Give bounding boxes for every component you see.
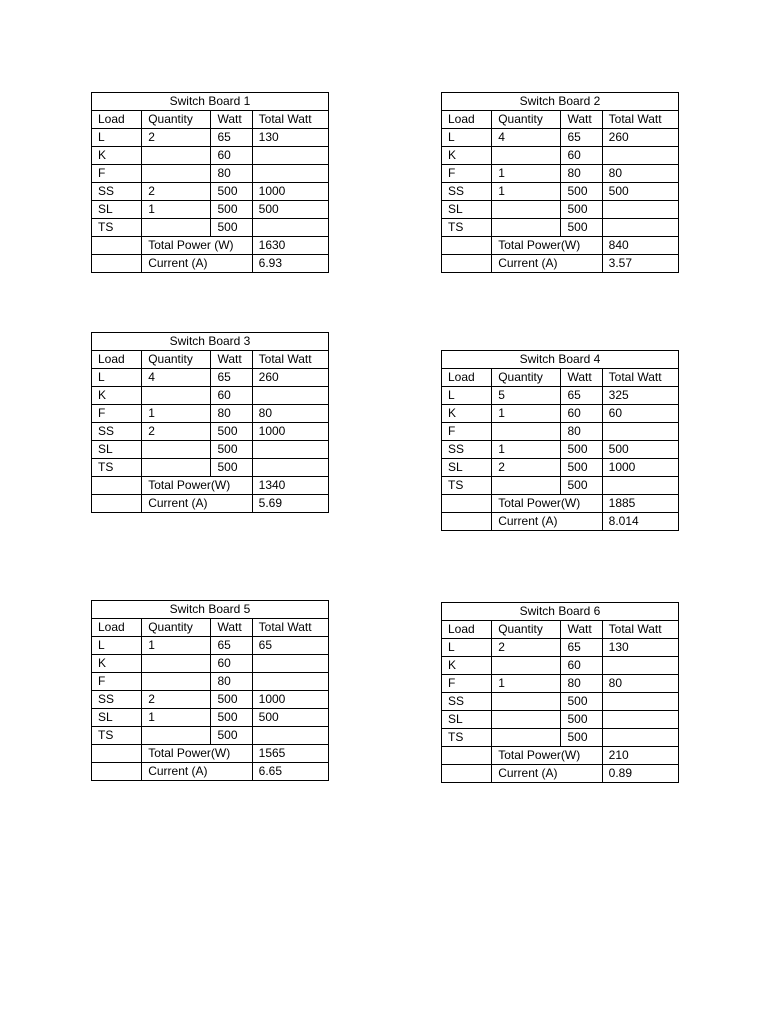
total-watt-cell bbox=[602, 201, 678, 219]
header-row bbox=[92, 351, 329, 369]
switch-board-6-table bbox=[441, 602, 679, 783]
table-row bbox=[92, 183, 329, 201]
load-cell: L bbox=[92, 369, 142, 387]
load-cell: SS bbox=[442, 183, 492, 201]
table-row bbox=[442, 147, 679, 165]
total-watt-cell bbox=[252, 655, 328, 673]
total-watt-cell: 260 bbox=[602, 129, 678, 147]
total-watt-cell: 60 bbox=[602, 405, 678, 423]
table-row bbox=[442, 639, 679, 657]
table-row bbox=[92, 405, 329, 423]
quantity-cell: 2 bbox=[142, 691, 211, 709]
load-cell: SL bbox=[442, 201, 492, 219]
table-row bbox=[92, 423, 329, 441]
load-cell: L bbox=[92, 129, 142, 147]
total-watt-cell: 500 bbox=[252, 709, 328, 727]
quantity-cell: 1 bbox=[142, 637, 211, 655]
header-watt: Watt bbox=[561, 111, 602, 129]
total-watt-cell bbox=[252, 219, 328, 237]
table-row bbox=[442, 675, 679, 693]
quantity-cell: 1 bbox=[492, 183, 561, 201]
empty-cell bbox=[92, 763, 142, 781]
quantity-cell: 1 bbox=[492, 405, 561, 423]
quantity-cell: 1 bbox=[492, 165, 561, 183]
header-total-watt: Total Watt bbox=[602, 369, 678, 387]
table-row bbox=[92, 637, 329, 655]
current-label: Current (A) bbox=[492, 513, 602, 531]
quantity-cell: 2 bbox=[142, 423, 211, 441]
header-watt: Watt bbox=[561, 369, 602, 387]
header-watt: Watt bbox=[211, 619, 252, 637]
table-row bbox=[442, 165, 679, 183]
total-power-label: Total Power (W) bbox=[142, 237, 252, 255]
watt-cell: 500 bbox=[561, 201, 602, 219]
total-watt-cell bbox=[602, 423, 678, 441]
header-row bbox=[442, 111, 679, 129]
header-quantity: Quantity bbox=[492, 621, 561, 639]
total-watt-cell bbox=[252, 459, 328, 477]
watt-cell: 500 bbox=[561, 477, 602, 495]
load-cell: SL bbox=[442, 711, 492, 729]
total-watt-cell bbox=[602, 693, 678, 711]
quantity-cell bbox=[142, 387, 211, 405]
table-row bbox=[92, 165, 329, 183]
header-total-watt: Total Watt bbox=[602, 111, 678, 129]
quantity-cell bbox=[142, 165, 211, 183]
header-row bbox=[442, 621, 679, 639]
current-label: Current (A) bbox=[142, 255, 252, 273]
header-total-watt: Total Watt bbox=[602, 621, 678, 639]
table-row bbox=[442, 459, 679, 477]
total-power-label: Total Power(W) bbox=[142, 477, 252, 495]
load-cell: TS bbox=[442, 477, 492, 495]
load-cell: K bbox=[92, 655, 142, 673]
watt-cell: 80 bbox=[211, 673, 252, 691]
empty-cell bbox=[442, 765, 492, 783]
watt-cell: 60 bbox=[211, 147, 252, 165]
watt-cell: 500 bbox=[561, 219, 602, 237]
load-cell: F bbox=[92, 165, 142, 183]
load-cell: TS bbox=[442, 729, 492, 747]
header-quantity: Quantity bbox=[142, 351, 211, 369]
quantity-cell bbox=[492, 201, 561, 219]
load-cell: SL bbox=[92, 201, 142, 219]
total-watt-cell: 65 bbox=[252, 637, 328, 655]
load-cell: TS bbox=[442, 219, 492, 237]
table-row bbox=[92, 673, 329, 691]
quantity-cell: 1 bbox=[492, 441, 561, 459]
total-power-value: 1630 bbox=[252, 237, 328, 255]
quantity-cell bbox=[142, 147, 211, 165]
total-watt-cell bbox=[602, 477, 678, 495]
empty-cell bbox=[442, 495, 492, 513]
watt-cell: 500 bbox=[211, 201, 252, 219]
header-quantity: Quantity bbox=[492, 369, 561, 387]
load-cell: SL bbox=[442, 459, 492, 477]
total-power-value: 1340 bbox=[252, 477, 328, 495]
table-row bbox=[442, 477, 679, 495]
load-cell: TS bbox=[92, 459, 142, 477]
table-row bbox=[92, 691, 329, 709]
header-watt: Watt bbox=[211, 111, 252, 129]
current-label: Current (A) bbox=[492, 765, 602, 783]
quantity-cell bbox=[142, 655, 211, 673]
load-cell: SS bbox=[92, 691, 142, 709]
table-row bbox=[442, 387, 679, 405]
empty-cell bbox=[442, 513, 492, 531]
quantity-cell bbox=[142, 459, 211, 477]
total-watt-cell: 80 bbox=[602, 675, 678, 693]
total-power-row bbox=[442, 237, 679, 255]
quantity-cell: 2 bbox=[142, 183, 211, 201]
switch-board-5-table bbox=[91, 600, 329, 781]
current-row bbox=[92, 495, 329, 513]
quantity-cell: 4 bbox=[142, 369, 211, 387]
current-row bbox=[442, 255, 679, 273]
table-row bbox=[442, 405, 679, 423]
table-row bbox=[92, 369, 329, 387]
total-power-label: Total Power(W) bbox=[492, 747, 602, 765]
quantity-cell bbox=[492, 423, 561, 441]
total-watt-cell bbox=[602, 729, 678, 747]
watt-cell: 65 bbox=[211, 369, 252, 387]
load-cell: K bbox=[92, 147, 142, 165]
watt-cell: 500 bbox=[561, 693, 602, 711]
current-row bbox=[92, 255, 329, 273]
total-watt-cell bbox=[602, 219, 678, 237]
total-power-row bbox=[92, 237, 329, 255]
watt-cell: 500 bbox=[211, 691, 252, 709]
watt-cell: 500 bbox=[561, 459, 602, 477]
current-value: 6.93 bbox=[252, 255, 328, 273]
quantity-cell bbox=[142, 441, 211, 459]
total-power-value: 1565 bbox=[252, 745, 328, 763]
quantity-cell bbox=[492, 711, 561, 729]
current-value: 3.57 bbox=[602, 255, 678, 273]
total-watt-cell: 260 bbox=[252, 369, 328, 387]
table-row bbox=[92, 129, 329, 147]
table-row bbox=[442, 441, 679, 459]
watt-cell: 80 bbox=[561, 165, 602, 183]
load-cell: F bbox=[442, 675, 492, 693]
table-row bbox=[442, 693, 679, 711]
total-power-row bbox=[442, 747, 679, 765]
total-watt-cell: 500 bbox=[602, 441, 678, 459]
watt-cell: 60 bbox=[561, 405, 602, 423]
quantity-cell bbox=[492, 477, 561, 495]
total-watt-cell bbox=[252, 727, 328, 745]
current-row bbox=[442, 765, 679, 783]
header-load: Load bbox=[92, 111, 142, 129]
quantity-cell: 1 bbox=[492, 675, 561, 693]
load-cell: SS bbox=[92, 183, 142, 201]
watt-cell: 80 bbox=[211, 405, 252, 423]
table-row bbox=[442, 129, 679, 147]
total-power-value: 840 bbox=[602, 237, 678, 255]
load-cell: F bbox=[92, 405, 142, 423]
empty-cell bbox=[442, 747, 492, 765]
total-watt-cell bbox=[602, 711, 678, 729]
quantity-cell bbox=[492, 219, 561, 237]
board-title: Switch Board 5 bbox=[92, 601, 329, 619]
total-power-label: Total Power(W) bbox=[142, 745, 252, 763]
switch-board-3-table bbox=[91, 332, 329, 513]
header-row bbox=[442, 369, 679, 387]
table-row bbox=[442, 711, 679, 729]
empty-cell bbox=[92, 495, 142, 513]
empty-cell bbox=[442, 255, 492, 273]
load-cell: L bbox=[442, 639, 492, 657]
quantity-cell bbox=[142, 727, 211, 745]
load-cell: K bbox=[442, 405, 492, 423]
watt-cell: 500 bbox=[211, 727, 252, 745]
watt-cell: 500 bbox=[561, 729, 602, 747]
quantity-cell bbox=[142, 219, 211, 237]
quantity-cell: 2 bbox=[492, 639, 561, 657]
quantity-cell: 2 bbox=[492, 459, 561, 477]
watt-cell: 65 bbox=[561, 639, 602, 657]
load-cell: L bbox=[442, 387, 492, 405]
header-watt: Watt bbox=[561, 621, 602, 639]
total-power-row bbox=[442, 495, 679, 513]
watt-cell: 60 bbox=[561, 657, 602, 675]
board-title: Switch Board 3 bbox=[92, 333, 329, 351]
header-quantity: Quantity bbox=[142, 619, 211, 637]
empty-cell bbox=[92, 477, 142, 495]
total-power-value: 1885 bbox=[602, 495, 678, 513]
load-cell: L bbox=[442, 129, 492, 147]
load-cell: SS bbox=[442, 693, 492, 711]
total-watt-cell: 80 bbox=[602, 165, 678, 183]
current-value: 6.65 bbox=[252, 763, 328, 781]
load-cell: SS bbox=[442, 441, 492, 459]
current-label: Current (A) bbox=[142, 495, 252, 513]
watt-cell: 60 bbox=[561, 147, 602, 165]
header-load: Load bbox=[92, 351, 142, 369]
header-load: Load bbox=[92, 619, 142, 637]
total-power-row bbox=[92, 745, 329, 763]
total-power-row bbox=[92, 477, 329, 495]
table-row bbox=[442, 423, 679, 441]
switch-board-2-table bbox=[441, 92, 679, 273]
watt-cell: 500 bbox=[211, 709, 252, 727]
header-total-watt: Total Watt bbox=[252, 619, 328, 637]
header-watt: Watt bbox=[211, 351, 252, 369]
watt-cell: 500 bbox=[211, 441, 252, 459]
header-total-watt: Total Watt bbox=[252, 351, 328, 369]
watt-cell: 65 bbox=[211, 129, 252, 147]
empty-cell bbox=[442, 237, 492, 255]
watt-cell: 65 bbox=[561, 387, 602, 405]
empty-cell bbox=[92, 237, 142, 255]
current-label: Current (A) bbox=[142, 763, 252, 781]
header-quantity: Quantity bbox=[142, 111, 211, 129]
table-row bbox=[92, 655, 329, 673]
load-cell: K bbox=[442, 147, 492, 165]
table-row bbox=[442, 657, 679, 675]
quantity-cell: 1 bbox=[142, 405, 211, 423]
watt-cell: 500 bbox=[211, 219, 252, 237]
current-label: Current (A) bbox=[492, 255, 602, 273]
load-cell: K bbox=[92, 387, 142, 405]
total-watt-cell: 500 bbox=[252, 201, 328, 219]
quantity-cell bbox=[492, 147, 561, 165]
current-value: 0.89 bbox=[602, 765, 678, 783]
watt-cell: 60 bbox=[211, 655, 252, 673]
switch-board-1-table bbox=[91, 92, 329, 273]
table-row bbox=[92, 709, 329, 727]
watt-cell: 80 bbox=[561, 675, 602, 693]
current-value: 5.69 bbox=[252, 495, 328, 513]
board-title: Switch Board 4 bbox=[442, 351, 679, 369]
total-watt-cell: 1000 bbox=[602, 459, 678, 477]
total-watt-cell bbox=[252, 165, 328, 183]
total-watt-cell: 325 bbox=[602, 387, 678, 405]
table-row bbox=[92, 441, 329, 459]
load-cell: F bbox=[92, 673, 142, 691]
load-cell: F bbox=[442, 165, 492, 183]
watt-cell: 65 bbox=[211, 637, 252, 655]
load-cell: TS bbox=[92, 219, 142, 237]
total-watt-cell bbox=[252, 673, 328, 691]
table-row bbox=[92, 147, 329, 165]
board-title: Switch Board 2 bbox=[442, 93, 679, 111]
table-row bbox=[92, 387, 329, 405]
quantity-cell bbox=[492, 729, 561, 747]
total-power-label: Total Power(W) bbox=[492, 237, 602, 255]
watt-cell: 80 bbox=[561, 423, 602, 441]
total-watt-cell: 1000 bbox=[252, 423, 328, 441]
table-row bbox=[92, 201, 329, 219]
watt-cell: 80 bbox=[211, 165, 252, 183]
quantity-cell bbox=[492, 693, 561, 711]
total-watt-cell: 500 bbox=[602, 183, 678, 201]
watt-cell: 60 bbox=[211, 387, 252, 405]
header-load: Load bbox=[442, 111, 492, 129]
quantity-cell: 2 bbox=[142, 129, 211, 147]
total-watt-cell: 130 bbox=[252, 129, 328, 147]
quantity-cell bbox=[492, 657, 561, 675]
table-row bbox=[442, 201, 679, 219]
header-load: Load bbox=[442, 621, 492, 639]
load-cell: TS bbox=[92, 727, 142, 745]
table-row bbox=[442, 729, 679, 747]
current-row bbox=[92, 763, 329, 781]
total-watt-cell bbox=[602, 657, 678, 675]
table-row bbox=[442, 219, 679, 237]
watt-cell: 500 bbox=[211, 459, 252, 477]
total-watt-cell bbox=[252, 387, 328, 405]
table-row bbox=[442, 183, 679, 201]
total-watt-cell: 1000 bbox=[252, 183, 328, 201]
load-cell: SS bbox=[92, 423, 142, 441]
watt-cell: 500 bbox=[561, 711, 602, 729]
load-cell: SL bbox=[92, 709, 142, 727]
switch-board-4-table bbox=[441, 350, 679, 531]
table-row bbox=[92, 219, 329, 237]
total-watt-cell: 130 bbox=[602, 639, 678, 657]
current-value: 8.014 bbox=[602, 513, 678, 531]
quantity-cell: 4 bbox=[492, 129, 561, 147]
total-watt-cell bbox=[602, 147, 678, 165]
total-watt-cell bbox=[252, 147, 328, 165]
empty-cell bbox=[92, 745, 142, 763]
header-load: Load bbox=[442, 369, 492, 387]
header-total-watt: Total Watt bbox=[252, 111, 328, 129]
table-row bbox=[92, 727, 329, 745]
quantity-cell: 5 bbox=[492, 387, 561, 405]
board-title: Switch Board 6 bbox=[442, 603, 679, 621]
total-power-value: 210 bbox=[602, 747, 678, 765]
watt-cell: 65 bbox=[561, 129, 602, 147]
load-cell: F bbox=[442, 423, 492, 441]
header-row bbox=[92, 619, 329, 637]
quantity-cell: 1 bbox=[142, 709, 211, 727]
total-watt-cell: 1000 bbox=[252, 691, 328, 709]
total-watt-cell bbox=[252, 441, 328, 459]
table-row bbox=[92, 459, 329, 477]
board-title: Switch Board 1 bbox=[92, 93, 329, 111]
watt-cell: 500 bbox=[561, 441, 602, 459]
quantity-cell: 1 bbox=[142, 201, 211, 219]
load-cell: L bbox=[92, 637, 142, 655]
watt-cell: 500 bbox=[211, 183, 252, 201]
header-quantity: Quantity bbox=[492, 111, 561, 129]
load-cell: SL bbox=[92, 441, 142, 459]
header-row bbox=[92, 111, 329, 129]
total-power-label: Total Power(W) bbox=[492, 495, 602, 513]
watt-cell: 500 bbox=[211, 423, 252, 441]
load-cell: K bbox=[442, 657, 492, 675]
total-watt-cell: 80 bbox=[252, 405, 328, 423]
watt-cell: 500 bbox=[561, 183, 602, 201]
quantity-cell bbox=[142, 673, 211, 691]
current-row bbox=[442, 513, 679, 531]
empty-cell bbox=[92, 255, 142, 273]
